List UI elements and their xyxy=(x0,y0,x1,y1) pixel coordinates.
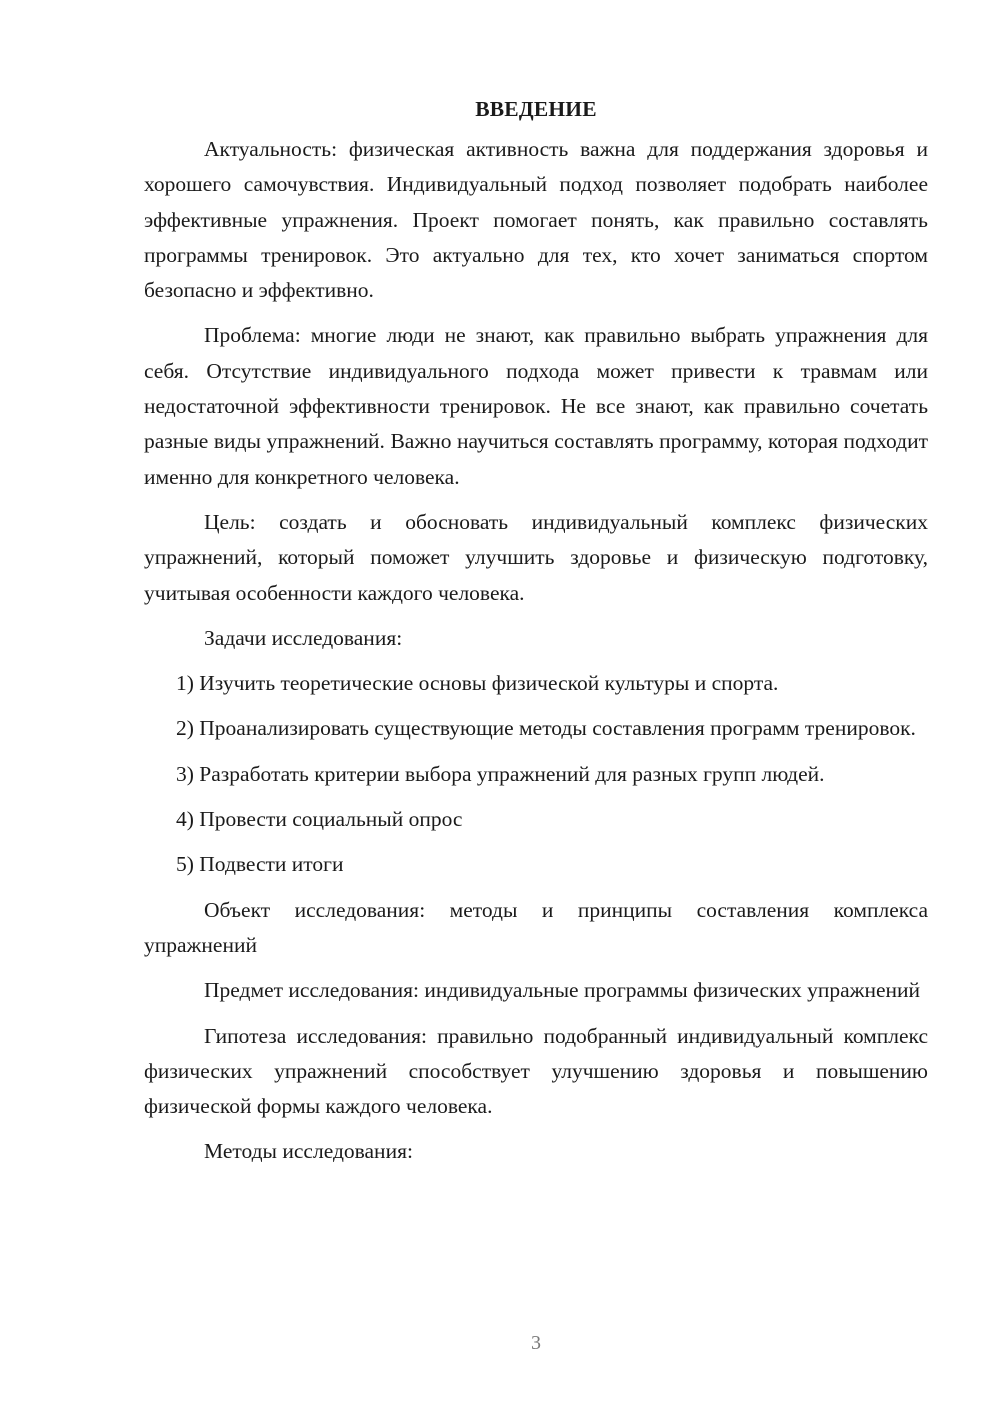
task-item-4: 4) Провести социальный опрос xyxy=(176,807,463,832)
methods-title: Методы исследования: xyxy=(204,1139,413,1164)
problem-paragraph: Проблема: многие люди не знают, как правильно выбрать упражнения для себя. Отсутствие индивидуального подхода может привести к травмам или недостаточной эффективности тренировок. Не все знают, как правильно сочетать разные виды упражнений. Важно научиться составлять программу, которая подходит именно для конкретного человека. xyxy=(144,323,928,489)
task-item-3: 3) Разработать критерии выбора упражнений для разных групп людей. xyxy=(176,761,825,786)
relevance-paragraph: Актуальность: физическая активность важна для поддержания здоровья и хорошего самочувствия. Индивидуальный подход позволяет подобрать наиболее эффективные упражнения. Проект помогает понять, как правильно составлять программы тренировок. Это актуально для тех, кто хочет заниматься спортом безопасно и эффективно. xyxy=(144,137,928,303)
object-paragraph: Объект исследования: методы и принципы составления комплекса упражнений xyxy=(144,897,928,957)
task-item-2: 2) Проанализировать существующие методы составления программ тренировок. xyxy=(176,716,916,741)
page-number: 3 xyxy=(531,1332,541,1354)
subject-paragraph: Предмет исследования: индивидуальные программы физических упражнений xyxy=(204,978,921,1003)
task-item-1: 1) Изучить теоретические основы физической культуры и спорта. xyxy=(176,671,779,696)
task-item-5: 5) Подвести итоги xyxy=(176,852,344,877)
hypothesis-paragraph: Гипотеза исследования: правильно подобранный индивидуальный комплекс физических упражнений способствует улучшению здоровья и повышению физической формы каждого человека. xyxy=(144,1023,928,1119)
section-heading: ВВЕДЕНИЕ xyxy=(475,97,597,121)
tasks-title: Задачи исследования: xyxy=(204,625,403,650)
document-page xyxy=(144,92,928,1170)
goal-paragraph: Цель: создать и обосновать индивидуальный комплекс физических упражнений, который поможет улучшить здоровье и физическую подготовку, учитывая особенности каждого человека. xyxy=(144,509,928,605)
